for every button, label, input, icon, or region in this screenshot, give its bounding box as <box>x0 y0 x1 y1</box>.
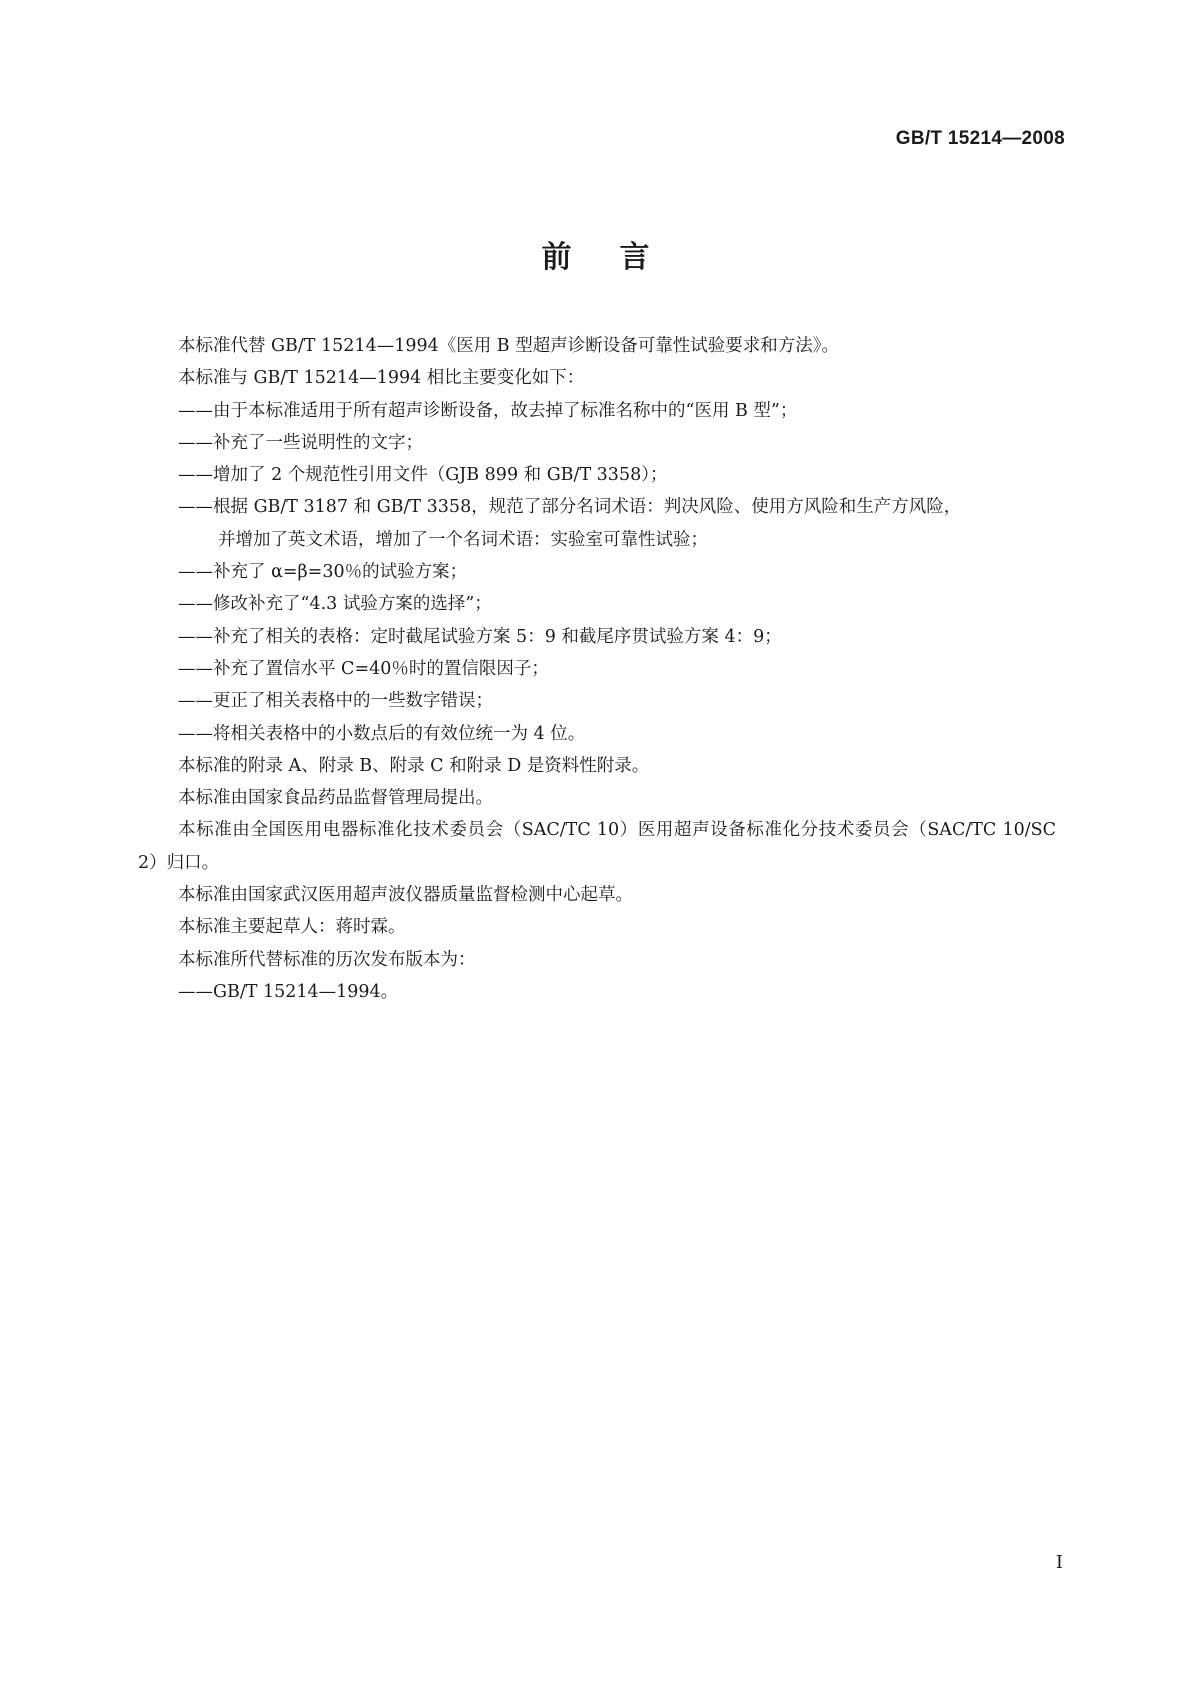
paragraph-changes-intro: 本标准与 GB/T 15214—1994 相比主要变化如下： <box>178 368 585 389</box>
paragraph-drafted-by: 本标准由国家武汉医用超声波仪器质量监督检测中心起草。 <box>178 885 633 906</box>
change-item: ——修改补充了“4.3 试验方案的选择”； <box>178 594 492 615</box>
paragraph-appendices: 本标准的附录 A、附录 B、附录 C 和附录 D 是资料性附录。 <box>178 755 650 776</box>
paragraph-main-drafter: 本标准主要起草人：蒋时霖。 <box>178 917 406 938</box>
change-item: ——增加了 2 个规范性引用文件（GJB 899 和 GB/T 3358）； <box>178 465 668 486</box>
change-item: ——补充了 α=β=30％的试验方案； <box>178 562 468 583</box>
change-item-terms <box>138 491 1056 556</box>
foreword-body <box>138 330 1056 1008</box>
change-item-terms-line1: ——根据 GB/T 3187 和 GB/T 3358，规范了部分名词术语：判决风险、使用方风险和生产方风险， <box>178 497 962 518</box>
paragraph-centralized-by: 本标准由全国医用电器标准化技术委员会（SAC/TC 10）医用超声设备标准化分技术委员会（SAC/TC 10/SC 2）归口。 <box>138 820 1056 873</box>
paragraph-proposed-by: 本标准由国家食品药品监督管理局提出。 <box>178 788 493 809</box>
change-item: ——将相关表格中的小数点后的有效位统一为 4 位。 <box>178 723 586 744</box>
paragraph-replaces: 本标准代替 GB/T 15214—1994《医用 B 型超声诊断设备可靠性试验要求和方法》。 <box>178 336 839 356</box>
change-item: ——更正了相关表格中的一些数字错误； <box>178 691 493 712</box>
paragraph-history-intro: 本标准所代替标准的历次发布版本为： <box>178 949 476 970</box>
change-item-terms-line2: 并增加了英文术语，增加了一个名词术语：实验室可靠性试验； <box>218 529 708 550</box>
history-item: ——GB/T 15214—1994。 <box>178 981 399 1002</box>
standard-code: GB/T 15214—2008 <box>895 128 1065 149</box>
change-item: ——由于本标准适用于所有超声诊断设备，故去掉了标准名称中的“医用 B 型”； <box>178 400 798 421</box>
page-title: 前言 <box>541 240 698 275</box>
change-item: ——补充了相关的表格：定时截尾试验方案 5：9 和截尾序贯试验方案 4：9； <box>178 626 782 647</box>
change-item: ——补充了一些说明性的文字； <box>178 432 423 453</box>
page-number: I <box>1055 1552 1063 1573</box>
change-item: ——补充了置信水平 C=40％时的置信限因子； <box>178 658 549 679</box>
